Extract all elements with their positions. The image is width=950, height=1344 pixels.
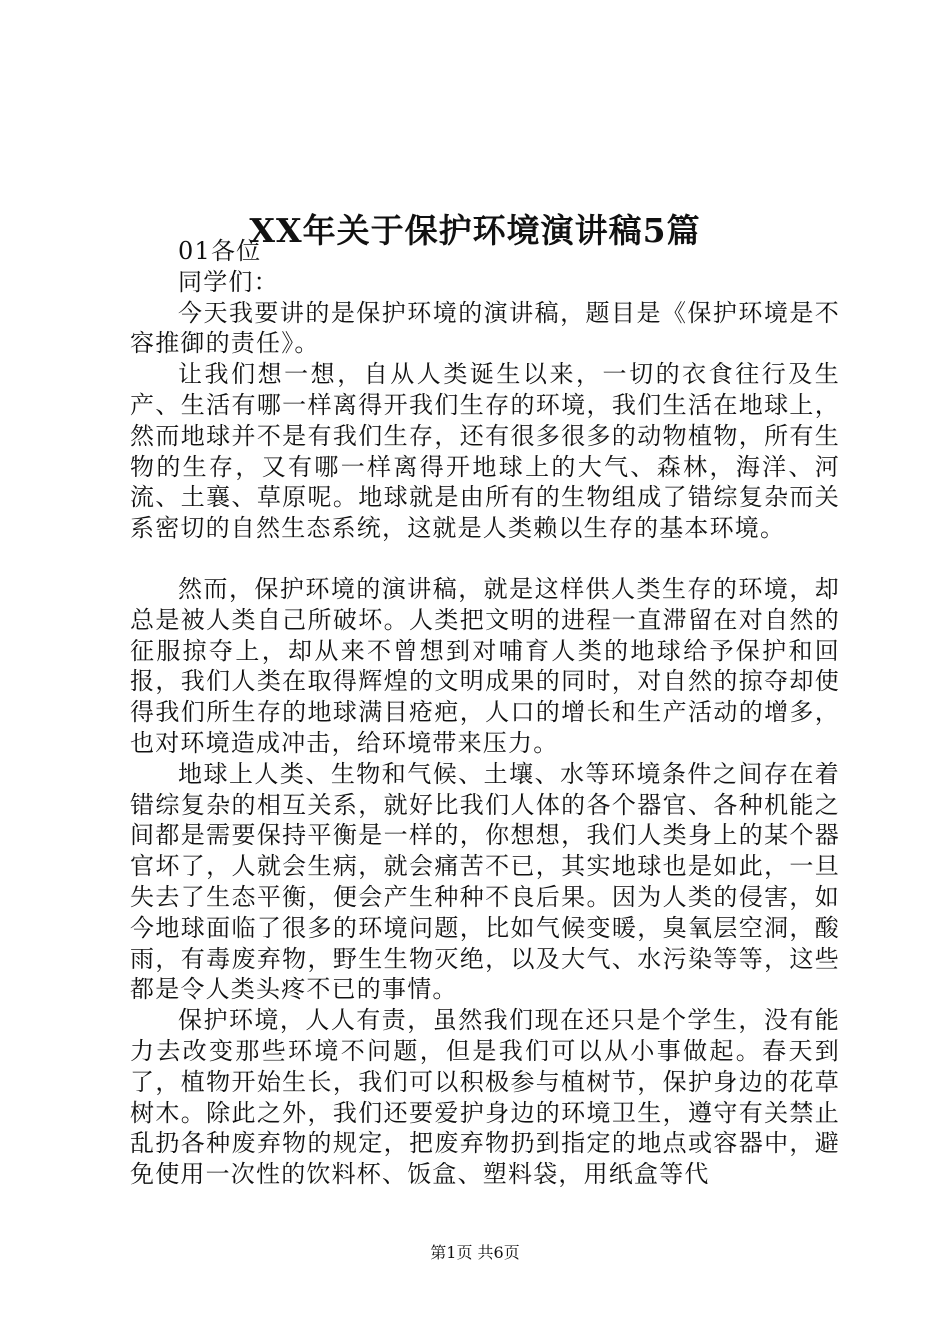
paragraph-intro: 今天我要讲的是保护环境的演讲稿，题目是《保护环境是不容推御的责任》。 — [130, 298, 840, 358]
document-title: XX年关于保护环境演讲稿5篇 — [249, 211, 701, 251]
page-footer: 第1页 共6页 — [430, 1243, 520, 1262]
paragraph-destruction: 然而，保护环境的演讲稿，就是这样供人类生存的环境，却总是被人类自己所破坏。人类把文明的进程一直滞留在对自然的征服掠夺上，却从来不曾想到对哺育人类的地球给予保护和回报，我们人类在取得辉煌的文明成果的同时，对自然的掠夺却使得我们所生存的地球满目疮疤，人口的增长和生产活动的增多，也对环境造成冲击，给环境带来压力。 — [130, 574, 840, 757]
document-body — [130, 236, 840, 1190]
paragraph-environment: 让我们想一想，自从人类诞生以来，一切的衣食往行及生产、生活有哪一样离得开我们生存的环境，我们生活在地球上，然而地球并不是有我们生存，还有很多很多的动物植物，所有生物的生存，又有哪一样离得开地球上的大气、森林，海洋、河流、土襄、草原呢。地球就是由所有的生物组成了错综复杂而关系密切的自然生态系统，这就是人类赖以生存的基本环境。 — [130, 360, 840, 543]
paragraph-greeting: 01各位 — [178, 237, 262, 265]
paragraph-responsibility: 保护环境，人人有责，虽然我们现在还只是个学生，没有能力去改变那些环境不问题，但是我们可以从小事做起。春天到了，植物开始生长，我们可以积极参与植树节，保护身边的花草树木。除此之外，我们还要爱护身边的环境卫生，遵守有关禁止乱扔各种废弃物的规定，把废弃物扔到指定的地点或容器中，避免使用一次性的饮料杯、饭盒、塑料袋，用纸盒等代 — [130, 1006, 840, 1189]
paragraph-salutation: 同学们： — [178, 267, 279, 296]
paragraph-ecology: 地球上人类、生物和气候、土壤、水等环境条件之间存在着错综复杂的相互关系，就好比我们人体的各个器官、各种机能之间都是需要保持平衡是一样的，你想想，我们人类身上的某个器官坏了，人就会生病，就会痛苦不已，其实地球也是如此，一旦失去了生态平衡，便会产生种种不良后果。因为人类的侵害，如今地球面临了很多的环境问题，比如气候变暖，臭氧层空洞，酸雨，有毒废弃物，野生生物灭绝，以及大气、水污染等等，这些都是令人类头疼不已的事情。 — [130, 759, 840, 1004]
